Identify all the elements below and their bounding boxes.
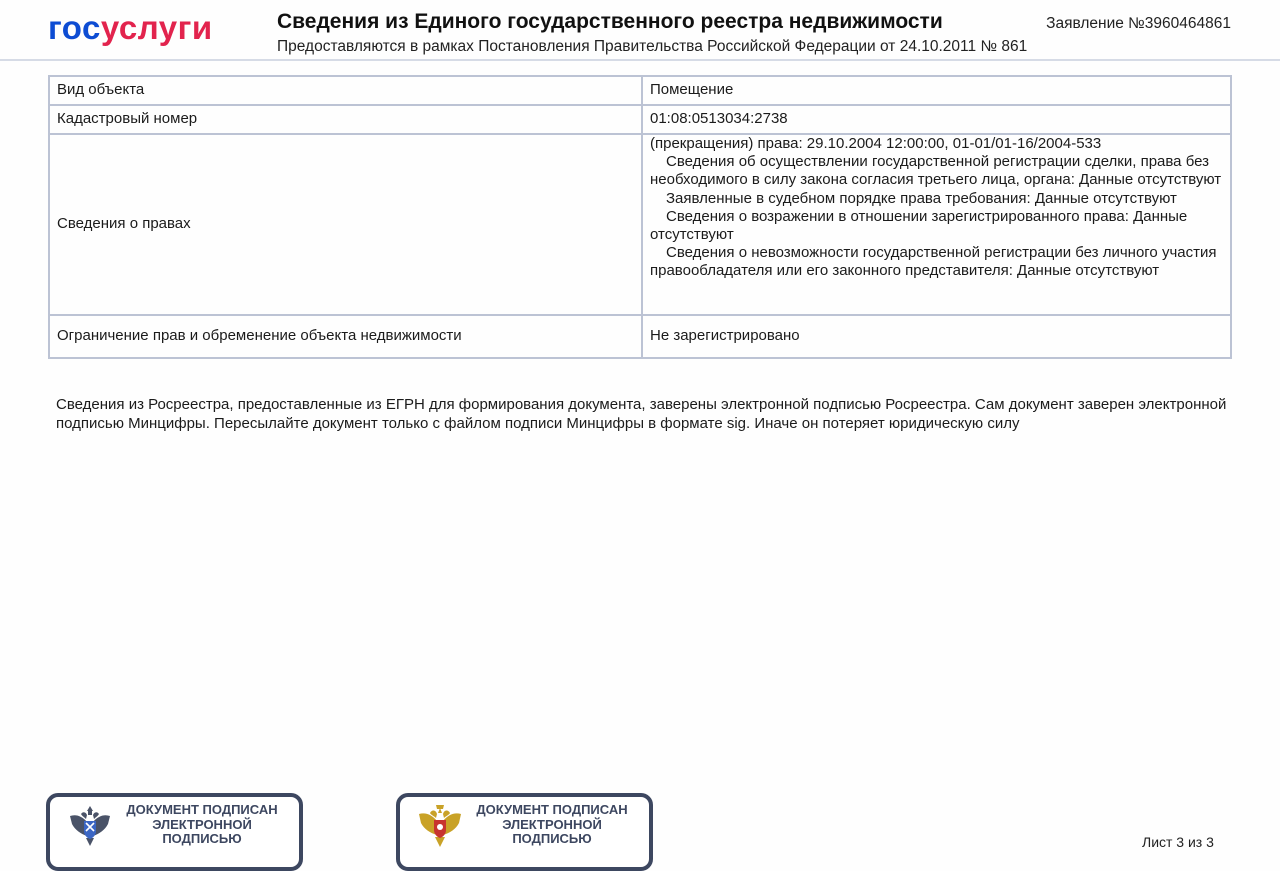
row-label-object-type: Вид объекта	[49, 76, 642, 105]
row-label-rights-info: Сведения о правах	[49, 134, 642, 315]
stamp-text: ДОКУМЕНТ ПОДПИСАН ЭЛЕКТРОННОЙ ПОДПИСЬЮ	[476, 802, 628, 846]
header-divider	[0, 59, 1280, 61]
rights-line: Сведения об осуществлении государственной регистрации сделки, права без необходимого в силу закона согласия третьего лица, органа: Данные отсутствуют	[650, 153, 1222, 189]
logo-part-gos: гос	[48, 9, 101, 46]
rights-line: Заявленные в судебном порядке права требования: Данные отсутствуют	[666, 189, 1177, 207]
rights-line: Сведения о возражении в отношении зарегистрированного права: Данные отсутствуют	[650, 207, 1188, 244]
row-label-cadastral-number: Кадастровый номер	[49, 105, 642, 134]
logo-part-uslugi: услуги	[100, 9, 213, 46]
row-value-object-type: Помещение	[642, 76, 1231, 105]
row-value-cadastral-number: 01:08:0513034:2738	[642, 105, 1231, 134]
signature-stamp-rosreestr	[46, 793, 303, 871]
table-row	[49, 134, 1231, 315]
stamp-text: ДОКУМЕНТ ПОДПИСАН ЭЛЕКТРОННОЙ ПОДПИСЬЮ	[126, 802, 278, 846]
sheet-number: Лист 3 из 3	[1142, 834, 1214, 850]
document-header	[0, 0, 1280, 61]
russian-coat-of-arms-icon	[416, 802, 464, 850]
row-label-encumbrance: Ограничение прав и обременение объекта недвижимости	[49, 315, 642, 358]
signature-stamp-mintsifry	[396, 793, 653, 871]
signature-notice: Сведения из Росреестра, предоставленные из ЕГРН для формирования документа, заверены электронной подписью Росреестра. Сам документ заверен электронной подписью Минцифры. Пересылайте документ только с файлом подписи Минцифры в формате sig. Иначе он потеряет юридическую силу	[56, 396, 1227, 432]
rights-line: (прекращения) права: 29.10.2004 12:00:00, 01-01/01-16/2004-533	[650, 135, 1102, 152]
table-row	[49, 105, 1231, 134]
gosuslugi-logo[interactable]	[48, 8, 213, 48]
application-number: Заявление №3960464861	[1046, 15, 1231, 32]
page-title: Сведения из Единого государственного реестра недвижимости	[277, 10, 943, 33]
egrn-info-table	[48, 75, 1232, 359]
rights-line: Сведения о невозможности государственной регистрации без личного участия правообладателя или его законного представителя: Данные отсутствуют	[650, 244, 1217, 280]
row-value-rights-info	[642, 134, 1231, 315]
page-subtitle: Предоставляются в рамках Постановления Правительства Российской Федерации от 24.10.2011 № 861	[277, 38, 1028, 55]
row-value-encumbrance: Не зарегистрировано	[642, 315, 1231, 358]
rosreestr-emblem-icon	[66, 802, 114, 850]
table-row	[49, 76, 1231, 105]
table-row	[49, 315, 1231, 358]
